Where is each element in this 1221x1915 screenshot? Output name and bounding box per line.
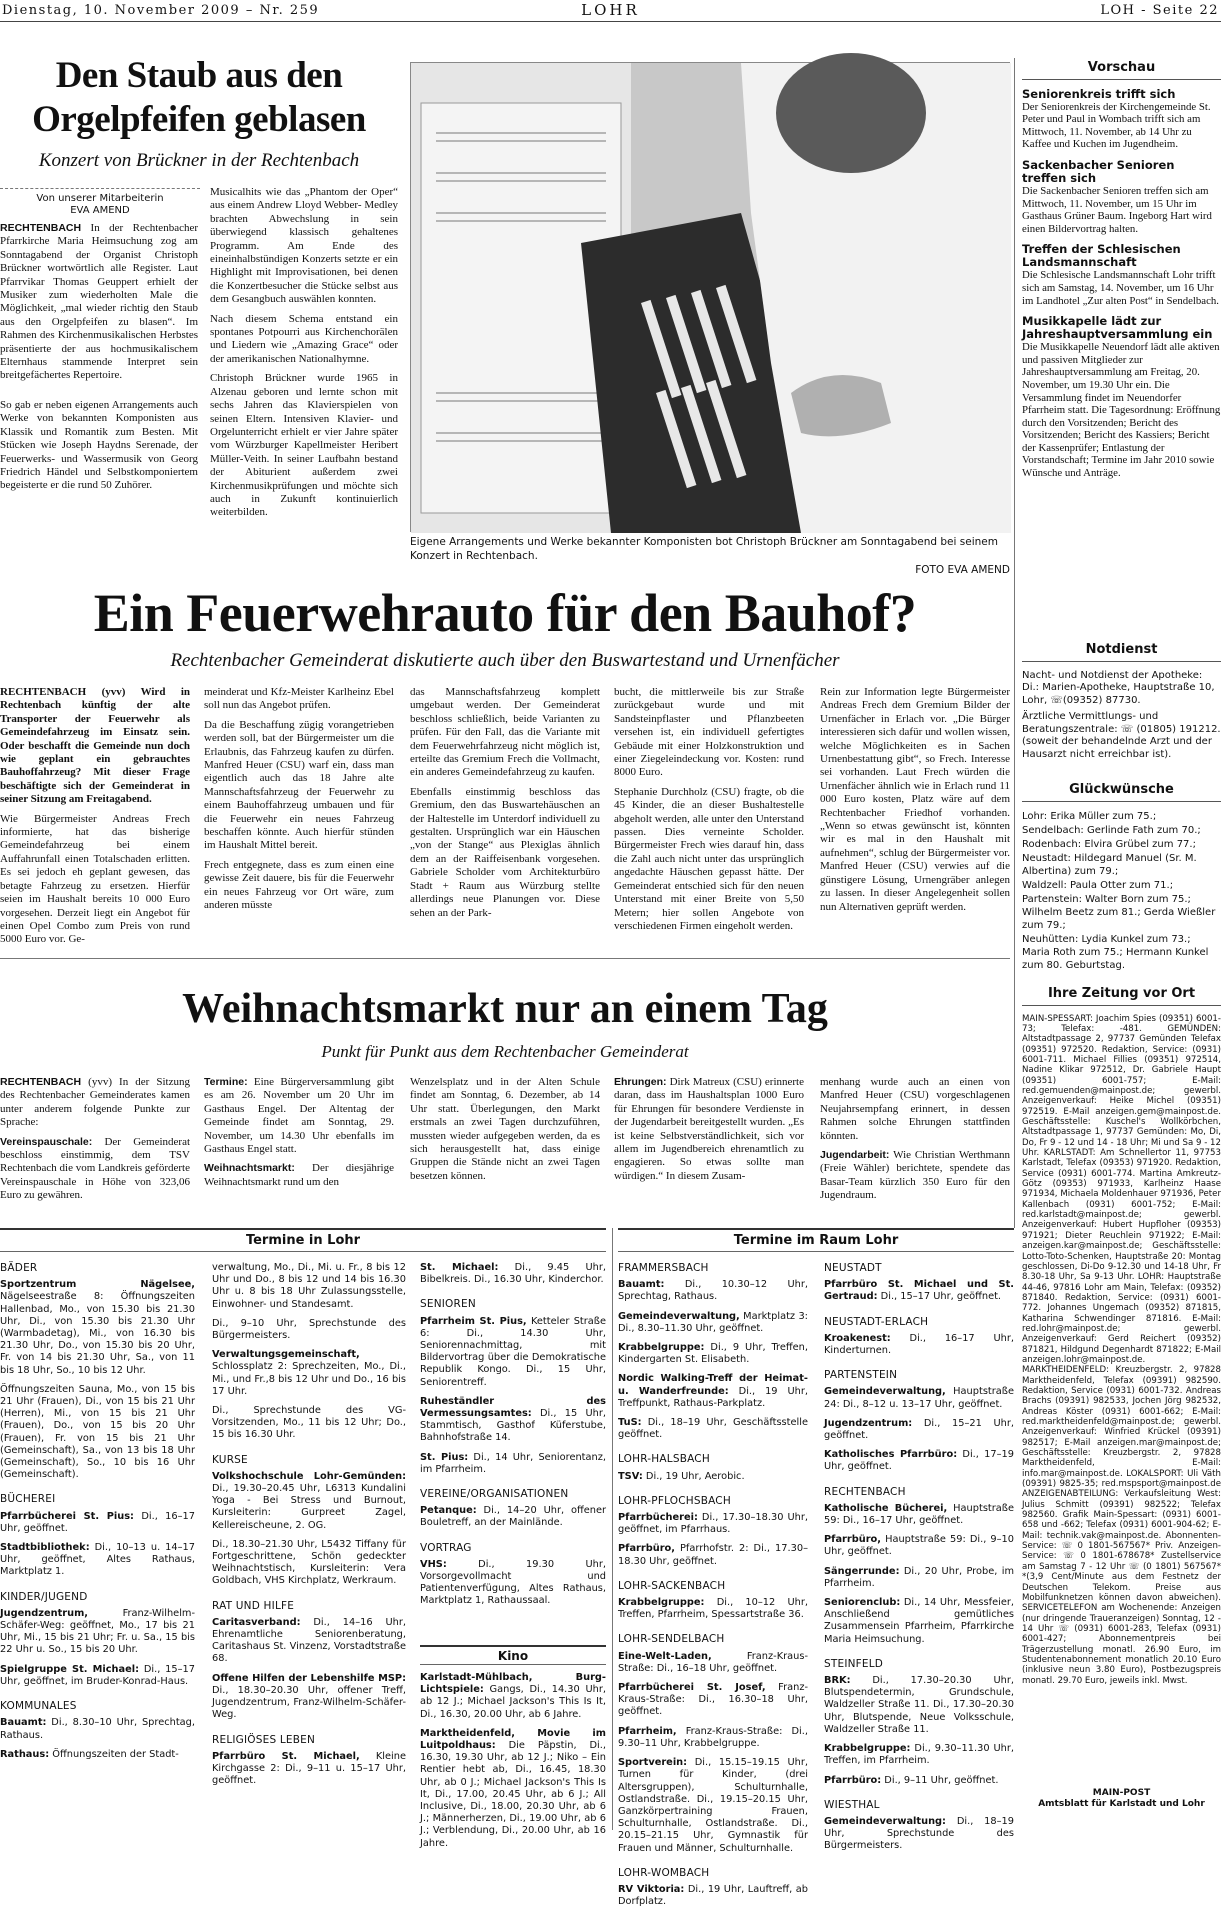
- body-text: bucht, die mittlerweile bis zur Straße zurückgebaut wurde und mit Sandsteinpflaster und Pflanzbeeten versehen ist, ein individuell gefertigtes Gebäude mit einer Holzkonstruktion und einer Ziegeleindeckung vor. Kosten: rund 8000 Euro.: [614, 686, 804, 779]
- termine-entry-title: St. Pius:: [420, 1451, 469, 1463]
- vorschau-item-title: Seniorenkreis trifft sich: [1022, 86, 1176, 101]
- termine-section-heading: VORTRAG: [420, 1541, 472, 1554]
- termine-section-heading: BÜCHEREI: [0, 1493, 56, 1506]
- termine-entry-title: Pfarrbüro,: [824, 1534, 881, 1546]
- termine-entry-text: Gangs, Di., 14.30 Uhr, ab 12 J.; Michael Jackson's This Is It, Di., 16.30, 20.00 Uhr, ab 6 Jahre.: [420, 1684, 606, 1720]
- termine-entry: [420, 1452, 606, 1476]
- page-header: [0, 0, 1221, 22]
- termine-entry-text: Di., 9–11 Uhr, geöffnet.: [881, 1774, 999, 1786]
- publisher-subtitle: Amtsblatt für Karlstadt und Lohr: [1038, 1798, 1205, 1809]
- termine-entry: [420, 1316, 606, 1389]
- termine-entry-text: Hauptstraße 59: Di., 16–17 Uhr, geöffnet.: [824, 1502, 1014, 1527]
- termine-entry: [420, 1262, 606, 1286]
- termine-entry-title: TuS:: [618, 1417, 642, 1429]
- body-text: Frech entgegnete, dass es zum einen eine gewisse Zeit dauere, bis für die Feuerwehr ein neues Fahrzeug vor Ort wäre, zum anderen müsste: [204, 858, 394, 912]
- article-feuerwehr-col2: [204, 686, 394, 913]
- vorschau-item-text: Die Musikkapelle Neuendorf lädt alle aktiven und passiven Mitglieder zur Jahreshauptversammlung am Freitag, 20. November, um 19.30 Uhr ein. Die Versammlung findet im Neuendorfer Pfarrheim statt. Die Tagesordnung: Eröffnung durch den Vorsitzenden; Bericht des Vorsitzenden; Bericht des Kassiers; Bericht der Kassenprüfer; Entlastung der Vorstandschaft; Termine im Jahr 2010 sowie Wünsche und Anträge.: [1022, 341, 1221, 480]
- termine-raum-col2: [824, 1262, 1014, 1860]
- termine-entry: [618, 1373, 808, 1410]
- body-text: Der Gemeinderat beschloss einstimmig, dem TSV Rechtenbach die vom Landkreis geförderte Vereinspauschale in Höhe von 323,06 Euro zu gewähren.: [0, 1135, 191, 1202]
- glueckwunsch-entry: Neuhütten: Lydia Kunkel zum 73.; Maria Roth zum 75.; Hermann Kunkel zum 80. Geburtstag.: [1022, 933, 1209, 971]
- termine-entry-text: Franz-Kraus-Straße: Di., 16.30–18 Uhr, geöffnet.: [618, 1682, 808, 1718]
- glueckwuensche-box: [1022, 780, 1221, 972]
- termine-section-heading: VEREINE/ORGANISATIONEN: [420, 1488, 569, 1501]
- article-weihnachtsmarkt-col5: [820, 1076, 1010, 1203]
- zeitung-vor-ort-box: [1022, 984, 1221, 1830]
- body-text: das Mannschaftsfahrzeug komplett umgebaut werden. Der Gemeinderat beschloss schließlich, beide Varianten zu prüfen. Für den Fall, das die Variante mit dem Feuerwehrfahrzeug nicht möglich ist, erteilte das Gremium Frech die Vollmacht, ein anderes Gemeindefahrzeug zu kaufen.: [410, 686, 600, 779]
- termine-entry: [618, 1726, 808, 1750]
- byline-label: Von unserer Mitarbeiterin: [36, 193, 164, 204]
- termine-entry: [420, 1672, 606, 1721]
- body-text: Ebenfalls einstimmig beschloss das Gremium, den das Buswartehäuschen an der Haltestelle im Unterdorf individuell zu gestalten. Ursprünglich war ein Häuschen „von der Stange“ aus Plexiglas ähnlich dem an der Raiffeisenbank vorgesehen. Gabriele Scholder vom Architekturbüro Stadt + Raum aus Würzburg stellte allerdings neue Planungen vor. Diese sehen an der Park-: [410, 785, 600, 919]
- termine-entry-text: Di., 10–12 Uhr, Treffen, Pfarrheim, Spessartstraße 36.: [618, 1597, 808, 1621]
- body-text: In der Rechtenbacher Pfarrkirche Maria Heimsuchung zog am Sonntagabend der Organist Christoph Brückner wortwörtlich alle Register. Laut Pfarrvikar Thomas Geuppert erhielt der Musiker zum wiederholten Male die Möglichkeit, „mal wieder richtig den Staub aus den Orgelpfeifen zu blasen“. Im Rahmen des Kirchenmusikalischen Herbstes präsentierte der aus hochmusikalischem Elternhaus stammende Interpret sein breitgefächertes Repertoire.: [0, 222, 199, 382]
- termine-section-heading: KURSE: [212, 1453, 248, 1466]
- termine-entry-title: Caritasverband:: [212, 1616, 301, 1628]
- glueckwunsch-entry: Lohr: Erika Müller zum 75.;: [1022, 810, 1157, 822]
- body-text: Da die Beschaffung zügig vorangetrieben werden soll, bat der Bürgermeister um die Erlaubnis, das Fahrzeug kaufen zu dürfen. Manfred Heuer (CSU) warf ein, dass man eigentlich auch das 18 Jahre alte Mannschaftsfahrzeug der Feuerwehr zu einem Bauhoffahrzeug umbauen und für die Feuerwehr ein neues Fahrzeug beschaffen könnte. Auch hierfür stünden im Haushalt Mittel bereit.: [204, 718, 394, 852]
- body-text: Musicalhits wie das „Phantom der Oper“ aus einem Andrew Lloyd Webber- Medley brachten Abwechslung in sein überwiegend klassisch gehaltenes Programm. Am Ende des eineinhalbstündigen Konzerts setzte er ein Highlight mit Improvisationen, bei denen die Konzertbesucher die Stücke selbst aus dem Gesangbuch auswählen konnten.: [210, 186, 398, 306]
- termine-entry: [618, 1543, 808, 1567]
- termine-entry-text: Di., 14 Uhr, Messfeier, Anschließend gemütliches Zusammensein Pfarrheim, Pfarrkirche Maria Heimsuchung.: [824, 1597, 1014, 1645]
- termine-entry-title: Eine-Welt-Laden,: [618, 1650, 712, 1662]
- termine-entry-title: Pfarrbüro,: [618, 1543, 675, 1555]
- termine-section-heading: WIESTHAL: [824, 1798, 880, 1811]
- aerztlicher-notdienst: Ärztliche Vermittlungs- und Beratungszentrale: ☏ (01805) 191212. (soweit der behandelnde Arzt und der Hausarzt nicht erreichbar ist).: [1022, 711, 1221, 760]
- zeitung-contacts: MAIN-SPESSART: Joachim Spies (09351) 6001-73; Telefax: -481. GEMÜNDEN: Altstadtpassage 2, 97737 Gemünden Telefax (09351) 972520. Redaktion, Service: (0931) 6001-711. Michael Fillies (09351) 972514, Nadine Klikar 972512, Dr. Gabriele Haupt (09351) 6001-757; E-Mail: red.gemuenden@mainpost.de; gewerbl. Anzeigenverkauf: Heike Michel (09351) 972519. E-Mail anzeigen.gem@mainpost.de. Geschäftsstelle: Kuschel's Wollkörbchen, Altstadtpassage 1, 97737 Gemünden: Mo, Di, Do, Fr 9 - 12 und 14 - 18 Uhr; Mi und Sa 9 - 12 Uhr. KARLSTADT: Am Schnellertor 11, 97753 Karlstadt, Telefax (09353) 971920. Redaktion, Service (0931) 6001-774. Martina Amkreutz-Götz (09353) 971933, Karlheinz Haase 971934, Michaela Moldenhauer 971936, Peter Kallenbach (0931) 6001-752; E-Mail: red.karlstadt@mainpost.de; gewerbl. Anzeigenverkauf: Hubert Hupfloher (09353) 971921; Dieter Reuchlein 971922; E-Mail: anzeigen.kar@mainpost.de; Geschäftsstelle: Lotto-Toto-Schenken, Hauptstraße 20: Montag geschlossen, Di-Do 9-12.30 und 14-18 Uhr, Fr 8.30-18 Uhr, Sa 9-13 Uhr. LOHR: Hauptstraße 44-46, 97816 Lohr am Main, Telefax: (09352) 871840. Redaktion, Service: (0931) 6001-772. Johannes Ungemach (09352) 871815, Katharina Schwendinger 871816. E-Mail: red.lohr@mainpost.de; gewerbl. Anzeigenverkauf: Gerd Reichert (09352) 871821, Hildgund Degenhardt 871822; E-Mail anzeigen.lohr@mainpost.de. MARKTHEIDENFELD: Kreuzbergstr. 2, 97828 Marktheidenfeld, Telefax (09391) 982590. Redaktion, Service (0931) 6001-732. Andreas Brachs (09391) 982533, Jochen Jörg 982532, Andreas Köster (0931) 6001-662; E-Mail: red.marktheidenfeld@mainpost.de; gewerbl. Anzeigenverkauf: Winfried Krückel (09391) 982517; E-Mail anzeigen.mar@mainpost.de; Geschäftsstelle: Kreuzbergstr. 2, 97828 Marktheidenfeld, E-Mail: info.mar@mainpost.de. LOKALSPORT: Uli Väth (09391) 9825-35; red.mspsport@mainpost.de ANZEIGENABTEILUNG: Verkaufsleitung West: Julius Schmitt (09391) 982522; Telefax 982560. Grafik Main-Spessart: (0931) 6001-658 und -662; Telefax (0931) 6001-904-62; E-Mail: technik.vak@mainpost.de. Abonnenten-Service: ☏ 0 1801-567567* Priv. Anzeigen-Service: ☏ 0 1801-678678* Zustellservice am Samstag 7 - 12 Uhr ☏ (0 1801) 567567* *(3,9 Cent/Minute aus dem Festnetz der Deutschen Telekom. Preise aus Mobilfunknetzen können davon abweichen). SERVICETELEFON am Wochenende: Anzeigen (nur dringende Traueranzeigen) Sonntag, 12 - 14 Uhr ☏ (0931) 6001-283, Telefax (0931) 6001-427; Abonnementpreis bei Trägerzustellung monatl. 26.90 Euro, im Studentenabonnement monatlich 20.10 Euro (inklusive neun 3.80 Euro), Postbezugspreis monatl. 29.70 Euro, jeweils inkl. Mwst.: [1022, 1013, 1221, 1686]
- termine-entry-text: Di., 18.30–20.30 Uhr, offener Treff, Jugendzentrum, Franz-Wilhelm-Schäfer-Weg.: [212, 1684, 406, 1721]
- termine-entry-text: Marktplatz 3: Di., 8.30–11.30 Uhr, geöffnet.: [618, 1310, 808, 1334]
- issue-date: Dienstag, 10. November 2009 – Nr. 259: [2, 3, 320, 18]
- termine-entry-text: Di., 9.45 Uhr, Bibelkreis. Di., 16.30 Uhr, Kinderchor.: [420, 1262, 607, 1286]
- body-text: menhang wurde auch an einen von Manfred Heuer (CSU) vorgeschlagenen Neujahrsempfang erinnert, in dessen Rahmen solche Ehrungen stattfinden könnten.: [820, 1076, 1010, 1142]
- article-weihnachtsmarkt-col2: [204, 1076, 394, 1189]
- byline-author: EVA AMEND: [70, 205, 130, 216]
- termine-entry-title: Pfarrbücherei St. Josef,: [618, 1682, 766, 1694]
- termine-entry: [212, 1617, 406, 1666]
- vorschau-title: Vorschau: [1022, 58, 1221, 80]
- article-orgel-headline: [0, 54, 398, 142]
- article-weihnachtsmarkt-headline: Weihnachtsmarkt nur an einem Tag: [182, 986, 828, 1032]
- body-text: Wie Christian Werthmann (Freie Wähler) berichtete, spendete das Basar-Team kürzlich 350 Euro für den Jugendraum.: [820, 1149, 1010, 1202]
- termine-entry-text: Nägelseestraße 8: Öffnungszeiten Hallenbad, Mo., von 15.30 bis 21.30 Uhr, Di., von 15.30 bis 21.30 Uhr (Warmbadetag), Mi., von 16.30 bis 21.30 Uhr, Do., von 15.30 bis 20 Uhr, Fr. von 14 bis 21.30 Uhr, Sa., von 11 bis 18 Uhr, So., 10 bis 12 Uhr.: [0, 1291, 195, 1376]
- termine-entry: [824, 1449, 1014, 1473]
- termine-entry: [618, 1682, 808, 1719]
- termine-lohr-col1: [0, 1262, 195, 1768]
- termine-entry: [212, 1349, 406, 1398]
- termine-section-heading: LOHR-SENDELBACH: [618, 1633, 725, 1646]
- termine-entry-title: Sportverein:: [618, 1757, 688, 1769]
- termine-entry-title: Volkshochschule Lohr-Gemünden:: [212, 1470, 406, 1482]
- termine-entry-text: Di., 19.30 Uhr, Vorsorgevollmacht und Patientenverfügung, Altes Rathaus, Marktplatz 1, Rathaussaal.: [420, 1558, 606, 1607]
- termine-entry-text: Pfarrhofstr. 2: Di., 17.30–18.30 Uhr, geöffnet.: [618, 1543, 808, 1567]
- notdienst-title: Notdienst: [1022, 640, 1221, 662]
- termine-entry-text: Di., Sprechstunde des VG-Vorsitzenden, Mo., 11 bis 12 Uhr; Do., 15 bis 16.30 Uhr.: [212, 1405, 406, 1441]
- glueckwunsch-entry: Sendelbach: Gerlinde Fath zum 70.;: [1022, 824, 1201, 836]
- termine-entry-title: Pfarrheim St. Pius,: [420, 1315, 527, 1327]
- termine-entry: [618, 1311, 808, 1335]
- termine-entry: [420, 1505, 606, 1529]
- termine-entry: [618, 1279, 808, 1303]
- glueckwunsch-entry: Neustadt: Hildegard Manuel (Sr. M. Albertina) zum 79.;: [1022, 852, 1197, 877]
- termine-entry-title: Pfarrbücherei:: [618, 1512, 698, 1524]
- termine-entry: [420, 1728, 606, 1850]
- article-feuerwehr-col4: [614, 686, 804, 933]
- termine-section-heading: LOHR-PFLOCHSBACH: [618, 1494, 731, 1507]
- termine-entry-text: Di., 19 Uhr, Treffpunkt, Rathaus-Parkplatz.: [618, 1385, 808, 1409]
- termine-entry-text: Di., 15 Uhr, Stammtisch, Gasthof Küferstube, Bahnhofstraße 14.: [420, 1408, 606, 1444]
- body-text: Nach diesem Schema entstand ein spontanes Potpourri aus Kirchenchorälen und Liedern wie „Amazing Grace“ oder der amerikanischen Nationalhymne.: [210, 312, 398, 365]
- termine-entry-title: Nordic Walking-Treff der Heimat- u. Wanderfreunde:: [618, 1373, 808, 1397]
- dateline: RECHTENBACH: [0, 222, 82, 234]
- apotheke-notdienst: Nacht- und Notdienst der Apotheke: Di.: Marien-Apotheke, Hauptstraße 10, Lohr, ☏(09352) 87730.: [1022, 669, 1215, 706]
- termine-entry-text: Di., 18.30–21.30 Uhr, L5432 Tiffany für Fortgeschrittene, Schön gedeckter Weihnachtstisch, Kursleiterin: Vera Goldbach, VHS Kirchplatz, Werkraum.: [212, 1538, 406, 1587]
- termine-entry-title: Gemeindeverwaltung:: [824, 1815, 946, 1827]
- termine-entry-text: Hauptstraße 24: Di., 8–12 u. 13–17 Uhr, geöffnet.: [824, 1386, 1014, 1410]
- vorschau-item-text: Die Sackenbacher Senioren treffen sich am Mittwoch, 11. November, um 15 Uhr im Gasthaus Grüner Baum. Ingeborg Hart wird einen Bildervortrag halten.: [1022, 184, 1212, 235]
- termine-entry: [824, 1775, 1014, 1787]
- termine-section-heading: KINDER/JUGEND: [0, 1590, 88, 1603]
- termine-entry: [618, 1597, 808, 1621]
- vorschau-item-text: Der Seniorenkreis der Kirchengemeinde St. Peter und Paul in Wombach trifft sich am Mittwoch, 11. November, ab 14 Uhr zu Kaffee und Kuchen im Jugendheim.: [1022, 100, 1211, 151]
- termine-entry-title: Krabbelgruppe:: [824, 1743, 911, 1755]
- vorschau-item-title: Sackenbacher Senioren treffen sich: [1022, 157, 1175, 185]
- termine-section-heading: BÄDER: [0, 1262, 38, 1274]
- headline-line-1: Den Staub aus den: [55, 55, 343, 96]
- termine-entry-text: Kleine Kirchgasse 2: Di., 9–11 u. 15–17 Uhr, geöffnet.: [212, 1750, 407, 1787]
- termine-entry-text: Öffnungszeiten Sauna, Mo., von 15 bis 21 Uhr (Frauen), Di., von 15 bis 21 Uhr (Herren), Mi., von 15 bis 21 Uhr (Frauen), Do., von 15 bis 20 Uhr (Frauen), Fr. von 15 bis 21 Uhr (Gemeinschaft), Sa., von 13 bis 18 Uhr (Gemeinschaft), So., 10 bis 16 Uhr (Gemeinschaft).: [0, 1383, 195, 1481]
- termine-entry-text: Di., 14–20 Uhr, offener Bouletreff, an der Mainlände.: [420, 1505, 606, 1529]
- dateline: RECHTENBACH: [0, 1076, 82, 1088]
- termine-entry-text: Öffnungszeiten der Stadt-: [49, 1748, 179, 1760]
- termine-entry-title: Kroakenest:: [824, 1332, 891, 1344]
- termine-entry-title: Rathaus:: [0, 1748, 50, 1760]
- topic-label: Jugendarbeit:: [820, 1149, 890, 1162]
- termine-entry-text: verwaltung, Mo., Di., Mi. u. Fr., 8 bis 12 Uhr und Do., 8 bis 12 und 14 bis 16.30 Uhr u. 8 bis 18 Uhr Zulassungsstelle, Einwohner- und Standesamt.: [212, 1262, 406, 1310]
- caption-text: Eigene Arrangements und Werke bekannter Komponisten bot Christoph Brückner am Sonntagabend bei seinem Konzert in Rechtenbach.: [410, 536, 998, 562]
- termine-entry: [0, 1749, 195, 1761]
- termine-entry: [0, 1717, 195, 1741]
- termine-entry-title: Sängerrunde:: [824, 1565, 900, 1577]
- page-number: LOH - Seite 22: [1100, 3, 1219, 18]
- termine-entry: [212, 1673, 406, 1722]
- termine-entry: [212, 1471, 406, 1532]
- vorschau-item-title: Treffen der Schlesischen Landsmannschaft: [1022, 242, 1181, 270]
- termine-entry: [824, 1386, 1014, 1410]
- termine-entry-title: Pfarrheim,: [618, 1725, 677, 1737]
- body-text: (yvv) In der Sitzung des Rechtenbacher Gemeinderates kamen unter anderem folgende Punkte zur Sprache:: [0, 1076, 190, 1129]
- termine-entry-text: Franz-Kraus-Straße: Di., 9.30–11 Uhr, Krabbelgruppe.: [618, 1725, 808, 1749]
- article-feuerwehr-col5: [820, 686, 1010, 914]
- termine-entry-title: Verwaltungsgemeinschaft,: [212, 1349, 360, 1361]
- termine-entry-text: Hauptstraße 59: Di., 9–10 Uhr, geöffnet.: [824, 1534, 1014, 1558]
- termine-entry: [824, 1597, 1014, 1646]
- termine-entry-text: Di., 19 Uhr, Aerobic.: [642, 1470, 745, 1482]
- body-text: Wie Bürgermeister Andreas Frech informierte, hat das bisherige Gemeindefahrzeug bei einem Auffahrunfall einen Totalschaden erlitten. Es sei jedoch eh geplant gewesen, das betagte Fahrzeug zu ersetzen. Hierfür seien im Haushalt bereits 10 000 Euro vorgesehen. Derzeit liegt ein Angebot für einen Opel Combo zum Preis von rund 5000 Euro vor. Ge-: [0, 812, 190, 946]
- termine-entry-text: Di., 16–17 Uhr, geöffnet.: [0, 1510, 195, 1534]
- termine-entry-text: Di., 18–19 Uhr, Sprechstunde des Bürgermeisters.: [824, 1815, 1014, 1852]
- termine-section-heading: LOHR-SACKENBACH: [618, 1579, 726, 1592]
- termine-entry: [0, 1608, 195, 1657]
- termine-entry: [420, 1559, 606, 1608]
- termine-section-heading: FRAMMERSBACH: [618, 1262, 709, 1274]
- termine-entry-text: Di., 15.15–19.15 Uhr, Turnen für Kinder, (drei Altersgruppen), Schulturnhalle, Ostlandstraße. Di., 19.15–20.15 Uhr, Ganzkörpertraining Frauen, Schulturnhalle, Ostlandstraße. Di., 20.15–21.15 Uhr, Gymnastik für Frauen und Männer, Schulturnhalle.: [618, 1757, 808, 1854]
- termine-entry-title: Jugendzentrum,: [0, 1607, 89, 1619]
- glueckwunsch-entry: Rodenbach: Elvira Grübel zum 77.;: [1022, 838, 1196, 850]
- termine-entry-text: Di., 17–19 Uhr, geöffnet.: [824, 1449, 1014, 1473]
- termine-divider: [612, 1228, 613, 1830]
- article-weihnachtsmarkt-col3: [410, 1076, 600, 1183]
- termine-lohr-header: Termine in Lohr: [0, 1228, 606, 1252]
- termine-entry: [420, 1396, 606, 1445]
- termine-entry-text: Di., 19 Uhr, Lauftreff, ab Dorfplatz.: [618, 1883, 808, 1908]
- termine-entry-text: Di., 18–19 Uhr, Geschäftsstelle geöffnet.: [618, 1417, 808, 1441]
- termine-entry: [824, 1333, 1014, 1357]
- termine-entry-title: VHS:: [420, 1558, 447, 1570]
- termine-entry: [212, 1405, 406, 1442]
- termine-section-heading: RELIGIÖSES LEBEN: [212, 1733, 316, 1746]
- article-feuerwehr-col1: [0, 686, 190, 947]
- termine-entry: [212, 1318, 406, 1342]
- termine-entry-title: Gemeindeverwaltung,: [618, 1310, 740, 1322]
- photo-caption: [410, 535, 1010, 577]
- termine-entry: [824, 1816, 1014, 1853]
- body-text: Christoph Brückner wurde 1965 in Alzenau geboren und lernte schon mit sechs Jahren das Klavierspielen von seinen Eltern. Intensiven Klavier- und Orgelunterricht erhielt er vier Jahre später vom Würzburger Kapellmeister Heribert Müller-Veith. In seiner Laufbahn bestand der Abiturient außerdem zwei Kirchenmusikprüfungen und möchte sich auch in Zukunft kontinuierlich weiterbilden.: [210, 372, 398, 519]
- termine-section-heading: RECHTENBACH: [824, 1485, 906, 1498]
- publisher-name: MAIN-POST: [1092, 1787, 1151, 1798]
- termine-entry-text: Di., 17.30–18.30 Uhr, geöffnet, im Pfarrhaus.: [618, 1512, 808, 1536]
- termine-entry-title: Seniorenclub:: [824, 1597, 901, 1609]
- termine-section-heading: STEINFELD: [824, 1657, 884, 1670]
- termine-entry-title: Pfarrbüro St. Michael,: [212, 1750, 360, 1762]
- termine-entry-title: Spielgruppe St. Michael:: [0, 1663, 140, 1675]
- photo-credit: FOTO EVA AMEND: [915, 564, 1010, 576]
- termine-entry-text: Di., 10–13 u. 14–17 Uhr, geöffnet, Altes Rathaus, Marktplatz 1.: [0, 1542, 195, 1578]
- kino-list: [420, 1672, 606, 1857]
- termine-entry: [618, 1417, 808, 1441]
- body-text: Dirk Matreux (CSU) erinnerte daran, dass im Haushaltsplan 1000 Euro für Ehrungen für besondere Verdienste in der Jugendarbeit bereitgestellt wurden. „Es ist keine Selbstverständlichkeit, sich vor allem im Jugendbereich ehrenamtlich zu engagieren. So etwas sollte man würdigen.“ In diesem Zusam-: [614, 1076, 804, 1182]
- termine-entry-title: St. Michael:: [420, 1262, 499, 1273]
- termine-raum-col1: [618, 1262, 808, 1915]
- article-orgel-col2: [210, 186, 398, 520]
- termine-entry-text: Franz-Wilhelm-Schäfer-Weg: geöffnet, Mo., 17 bis 21 Uhr, Mi., 15 bis 21 Uhr; Fr. u. Sa., 15 bis 22 Uhr u. So., 15 bis 20 Uhr.: [0, 1607, 195, 1656]
- notdienst-box: [1022, 640, 1221, 761]
- termine-entry-title: Marktheidenfeld, Movie im Luitpoldhaus:: [420, 1727, 606, 1752]
- byline: [0, 188, 200, 217]
- termine-entry-title: Ruheständler des Vermessungsamtes:: [420, 1395, 606, 1420]
- termine-entry-title: Petanque:: [420, 1505, 477, 1517]
- termine-entry: [0, 1542, 195, 1579]
- termine-section-heading: KOMMUNALES: [0, 1700, 77, 1713]
- termine-entry-title: Sportzentrum Nägelsee,: [0, 1279, 195, 1291]
- termine-entry: [0, 1279, 195, 1377]
- termine-entry: [618, 1757, 808, 1855]
- termine-entry-text: Di., 20 Uhr, Probe, im Pfarrheim.: [824, 1565, 1014, 1589]
- termine-entry-title: Krabbelgruppe:: [618, 1342, 705, 1354]
- termine-entry: [618, 1342, 808, 1366]
- termine-entry: [0, 1511, 195, 1535]
- organist-photo: [410, 62, 1010, 532]
- kino-header: Kino: [420, 1645, 606, 1665]
- glueckwuensche-title: Glückwünsche: [1022, 780, 1221, 802]
- termine-entry-text: Di., 14 Uhr, Seniorentanz, im Pfarrheim.: [420, 1451, 606, 1475]
- termine-section-heading: PARTENSTEIN: [824, 1369, 898, 1382]
- body-text: Rein zur Information legte Bürgermeister Andreas Frech dem Gremium Bilder der Urnenfächer in Erlach vor. „Die Bürger interessieren sich dafür und wollen wissen, welche Möglichkeiten es in Sachen Urnenbestattung gibt“, so Frech. Interesse sei vorhanden. Laut Frech würden die Urnenfächer ähnlich wie in Erlach rund 11 000 Euro kosten, Platz wäre auf dem Rechtenbacher Friedhof vorhanden. „Wenn so etwas gewünscht ist, könnten wir es mal in den Haushalt mit aufnehmen“, schlug der Bürgermeister vor. Manfred Heuer (CSU) verwies auf die günstigere Lösung, Urnengräber anlegen zu lassen. In dieser Angelegenheit sollen nun Alternativen geprüft werden.: [820, 686, 1010, 913]
- termine-section-heading: RAT UND HILFE: [212, 1599, 295, 1612]
- body-text: Wenzelsplatz und in der Alten Schule findet am Sonntag, 6. Dezember, ab 14 Uhr statt. Überlegungen, den Markt erstmals an zwei Tagen durchzuführen, mussten wieder aufgegeben werden, da es sich herausgestellt hat, dass einige Gruppen die Stände nicht an zwei Tagen besetzen können.: [410, 1076, 600, 1182]
- article-feuerwehr-col3: [410, 686, 600, 920]
- termine-entry-title: Katholisches Pfarrbüro:: [824, 1449, 958, 1461]
- termine-entry: [618, 1884, 808, 1908]
- vorschau-item-text: Die Schlesische Landsmannschaft Lohr trifft sich am Samstag, 14. November, um 16 Uhr im Landhotel „Zur alten Post“ in Sendelbach.: [1022, 269, 1219, 307]
- termine-section-heading: NEUSTADT: [824, 1262, 882, 1274]
- termine-entry-title: Pfarrbüro St. Michael und St. Gertraud:: [824, 1279, 1014, 1303]
- termine-entry-text: Di., 9.30–11.30 Uhr, Treffen, im Pfarrheim.: [824, 1743, 1014, 1767]
- body-text: Stephanie Durchholz (CSU) fragte, ob die 45 Kinder, die an dieser Bushaltestelle abgeholt werden, alle unter den Unterstand passen. Dies verneinte Scholder. Bürgermeister Frech wies darauf hin, dass die Zahl auch nicht unter das ursprünglich angedachte Häuschen gepasst hätte. Der Gemeinderat entschied sich für den neuen Unterstand mit einer Breite von 5,50 Metern; hier sollen Angebote von verschiedenen Firmen eingeholt werden.: [614, 785, 804, 932]
- termine-entry-text: Di., 14–16 Uhr, Ehrenamtliche Seniorenberatung, Caritashaus St. Vinzenz, Vorstadtstraße 68.: [212, 1616, 406, 1665]
- termine-lohr-col3: [420, 1262, 606, 1615]
- termine-entry-text: Di., 19.30–20.45 Uhr, L6313 Kundalini Yoga - Bei Stress und Burnout, Kursleiterin: Gurpreet Zagel, Kellereischeune, 2. OG.: [212, 1483, 406, 1531]
- termine-entry-title: Gemeindeverwaltung,: [824, 1386, 946, 1398]
- organist-photo-illustration: [411, 63, 1011, 533]
- topic-label: Termine:: [204, 1076, 248, 1088]
- termine-raum-header: Termine im Raum Lohr: [618, 1228, 1014, 1252]
- termine-entry-text: Di., 9–10 Uhr, Sprechstunde des Bürgermeisters.: [212, 1317, 406, 1342]
- termine-entry-title: Katholische Bücherei,: [824, 1502, 948, 1514]
- termine-entry: [618, 1471, 808, 1483]
- zeitung-title: Ihre Zeitung vor Ort: [1022, 984, 1221, 1006]
- body-text: Eine Bürgerversammlung gibt es am 26. November um 20 Uhr im Gasthaus Engel. Der Altentag der Gemeinde findet am Sonntag, 29. November, um 14.30 Uhr ebenfalls im Gasthaus Engel statt.: [204, 1076, 394, 1156]
- vorschau-item-title: Musikkapelle lädt zur Jahreshauptversammlung ein: [1022, 314, 1213, 342]
- termine-entry-title: Offene Hilfen der Lebenshilfe MSP:: [212, 1672, 406, 1684]
- termine-lohr-col2: [212, 1262, 406, 1794]
- body-text: Der diesjährige Weihnachtsmarkt rund um den: [204, 1162, 394, 1188]
- termine-entry-text: Ketteler Straße 6: Di., 14.30 Uhr, Seniorennachmittag, mit Bildervortrag über die Demokratische Republik Kongo. Di., 15 Uhr, Seniorentreff.: [420, 1315, 606, 1388]
- termine-entry: [0, 1384, 195, 1482]
- topic-label: Vereinspauschale:: [0, 1135, 93, 1148]
- termine-entry: [824, 1418, 1014, 1442]
- termine-entry-text: Di., 15–21 Uhr, geöffnet.: [824, 1417, 1014, 1442]
- termine-entry-text: Di., 15–17 Uhr, geöffnet.: [877, 1291, 1002, 1303]
- termine-entry-text: Die Päpstin, Di., 16.30, 19.30 Uhr, ab 12 J.; Niko – Ein Rentier hebt ab, Di., 16.45, 18.30 Uhr, ab 0 J.; Michael Jackson's This Is It, Di., 17.00, 20.45 Uhr, ab 6 J.; All Inclusive, Di., 18.00, 20.30 Uhr, ab 6 J.; Männerherzen, Di., 19.00 Uhr, ab 6 J.; Verblendung, Di., 20.00 Uhr, ab 16 Jahre.: [420, 1740, 606, 1849]
- article-feuerwehr-headline: Ein Feuerwehrauto für den Bauhof?: [93, 583, 917, 643]
- termine-entry-text: Di., 10.30–12 Uhr, Sprechtag, Rathaus.: [618, 1279, 808, 1303]
- termine-entry-text: Di., 16–17 Uhr, Kinderturnen.: [824, 1332, 1014, 1357]
- termine-entry: [824, 1534, 1014, 1558]
- termine-section-heading: NEUSTADT-ERLACH: [824, 1315, 929, 1328]
- termine-entry: [212, 1539, 406, 1588]
- termine-entry-title: Pfarrbücherei St. Pius:: [0, 1510, 134, 1522]
- termine-entry-text: Franz-Kraus-Straße: Di., 16–18 Uhr, geöffnet.: [618, 1650, 808, 1674]
- termine-entry-title: BRK:: [824, 1675, 851, 1687]
- glueckwunsch-entry: Waldzell: Paula Otter zum 71.;: [1022, 879, 1174, 891]
- termine-section-heading: LOHR-WOMBACH: [618, 1866, 710, 1879]
- article-weihnachtsmarkt-col1: [0, 1076, 190, 1203]
- glueckwunsch-entry: Partenstein: Walter Born zum 75.; Wilhelm Beetz zum 81.; Gerda Wießler zum 79.;: [1022, 893, 1216, 931]
- article-orgel-subtitle: Konzert von Brückner in der Rechtenbach: [38, 150, 360, 171]
- termine-entry: [824, 1503, 1014, 1527]
- headline-line-2: Orgelpfeifen geblasen: [32, 99, 366, 140]
- termine-entry: [824, 1743, 1014, 1767]
- termine-entry: [0, 1664, 195, 1688]
- termine-entry-title: TSV:: [618, 1470, 643, 1482]
- lead-text: RECHTENBACH (yvv) Wird in Rechtenbach künftig der alte Transporter der Feuerwehr als Gemeindefahrzeug im Einsatz sein. Oder beschafft die Gemeinde nun doch wie geplant ein gebrauchtes Bauhoffahrzeug? Mit dieser Frage beschäftigte sich der Gemeinderat in seiner Sitzung am Freitagabend.: [0, 686, 190, 806]
- article-feuerwehr-subtitle: Rechtenbacher Gemeinderat diskutierte auch über den Buswartestand und Urnenfächer: [170, 650, 840, 671]
- vorschau-box: [1022, 58, 1221, 480]
- termine-entry: [212, 1262, 406, 1311]
- topic-label: Weihnachtsmarkt:: [204, 1162, 295, 1175]
- termine-section-heading: SENIOREN: [420, 1298, 476, 1311]
- termine-entry-title: Jugendzentrum:: [824, 1417, 913, 1429]
- termine-entry: [824, 1675, 1014, 1736]
- termine-entry-title: Bauamt:: [618, 1279, 665, 1291]
- article-weihnachtsmarkt-col4: [614, 1076, 804, 1183]
- body-text: meinderat und Kfz-Meister Karlheinz Ebel soll nun das Angebot prüfen.: [204, 686, 394, 712]
- article-weihnachtsmarkt-subtitle: Punkt für Punkt aus dem Rechtenbacher Gemeinderat: [321, 1042, 689, 1061]
- termine-entry: [618, 1651, 808, 1675]
- termine-entry-text: Di., 8.30–10 Uhr, Sprechtag, Rathaus.: [0, 1717, 195, 1741]
- termine-entry-text: Di., 17.30–20.30 Uhr, Blutspendetermin, Grundschule, Waldzeller Straße 11. Di., 17.30–20.30 Uhr, Blutspende, Neue Volksschule, Waldzeller Straße 11.: [824, 1675, 1014, 1735]
- termine-entry-text: Schlossplatz 2: Sprechzeiten, Mo., Di., Mi., und Fr.,8 bis 12 Uhr und Do., 16 bis 17 Uhr.: [212, 1361, 406, 1397]
- termine-entry-title: Krabbelgruppe:: [618, 1597, 705, 1609]
- termine-entry: [824, 1279, 1014, 1303]
- termine-entry-title: Stadtbibliothek:: [0, 1542, 90, 1554]
- section-name: LOHR: [581, 1, 640, 19]
- article-divider: [0, 958, 1010, 959]
- termine-entry-text: Di., 15–17 Uhr, geöffnet, im Bruder-Konrad-Haus.: [0, 1663, 195, 1687]
- termine-entry-title: Bauamt:: [0, 1717, 47, 1729]
- termine-entry-text: Di., 9 Uhr, Treffen, Kindergarten St. Elisabeth.: [618, 1342, 808, 1366]
- termine-entry-title: Pfarrbüro:: [824, 1774, 882, 1786]
- sidebar-divider: [1014, 58, 1015, 1228]
- termine-entry: [212, 1751, 406, 1788]
- article-orgel-col1: [0, 222, 198, 493]
- termine-entry-title: RV Viktoria:: [618, 1883, 685, 1895]
- body-text: So gab er neben eigenen Arrangements auch Werke von bekannten Komponisten aus Klassik und Romantik zum Besten. Mit Stücken wie Joseph Haydns Serenade, der Feuerwerks- und Wassermusik von Georg Friedrich Händel und Selbstkomponiertem begeisterte er die rund 50 Zuhörer.: [0, 398, 198, 492]
- termine-entry-title: Karlstadt-Mühlbach, Burg-Lichtspiele:: [420, 1672, 606, 1696]
- termine-entry: [618, 1512, 808, 1536]
- termine-entry: [824, 1566, 1014, 1590]
- termine-section-heading: LOHR-HALSBACH: [618, 1453, 710, 1466]
- topic-label: Ehrungen:: [614, 1076, 667, 1088]
